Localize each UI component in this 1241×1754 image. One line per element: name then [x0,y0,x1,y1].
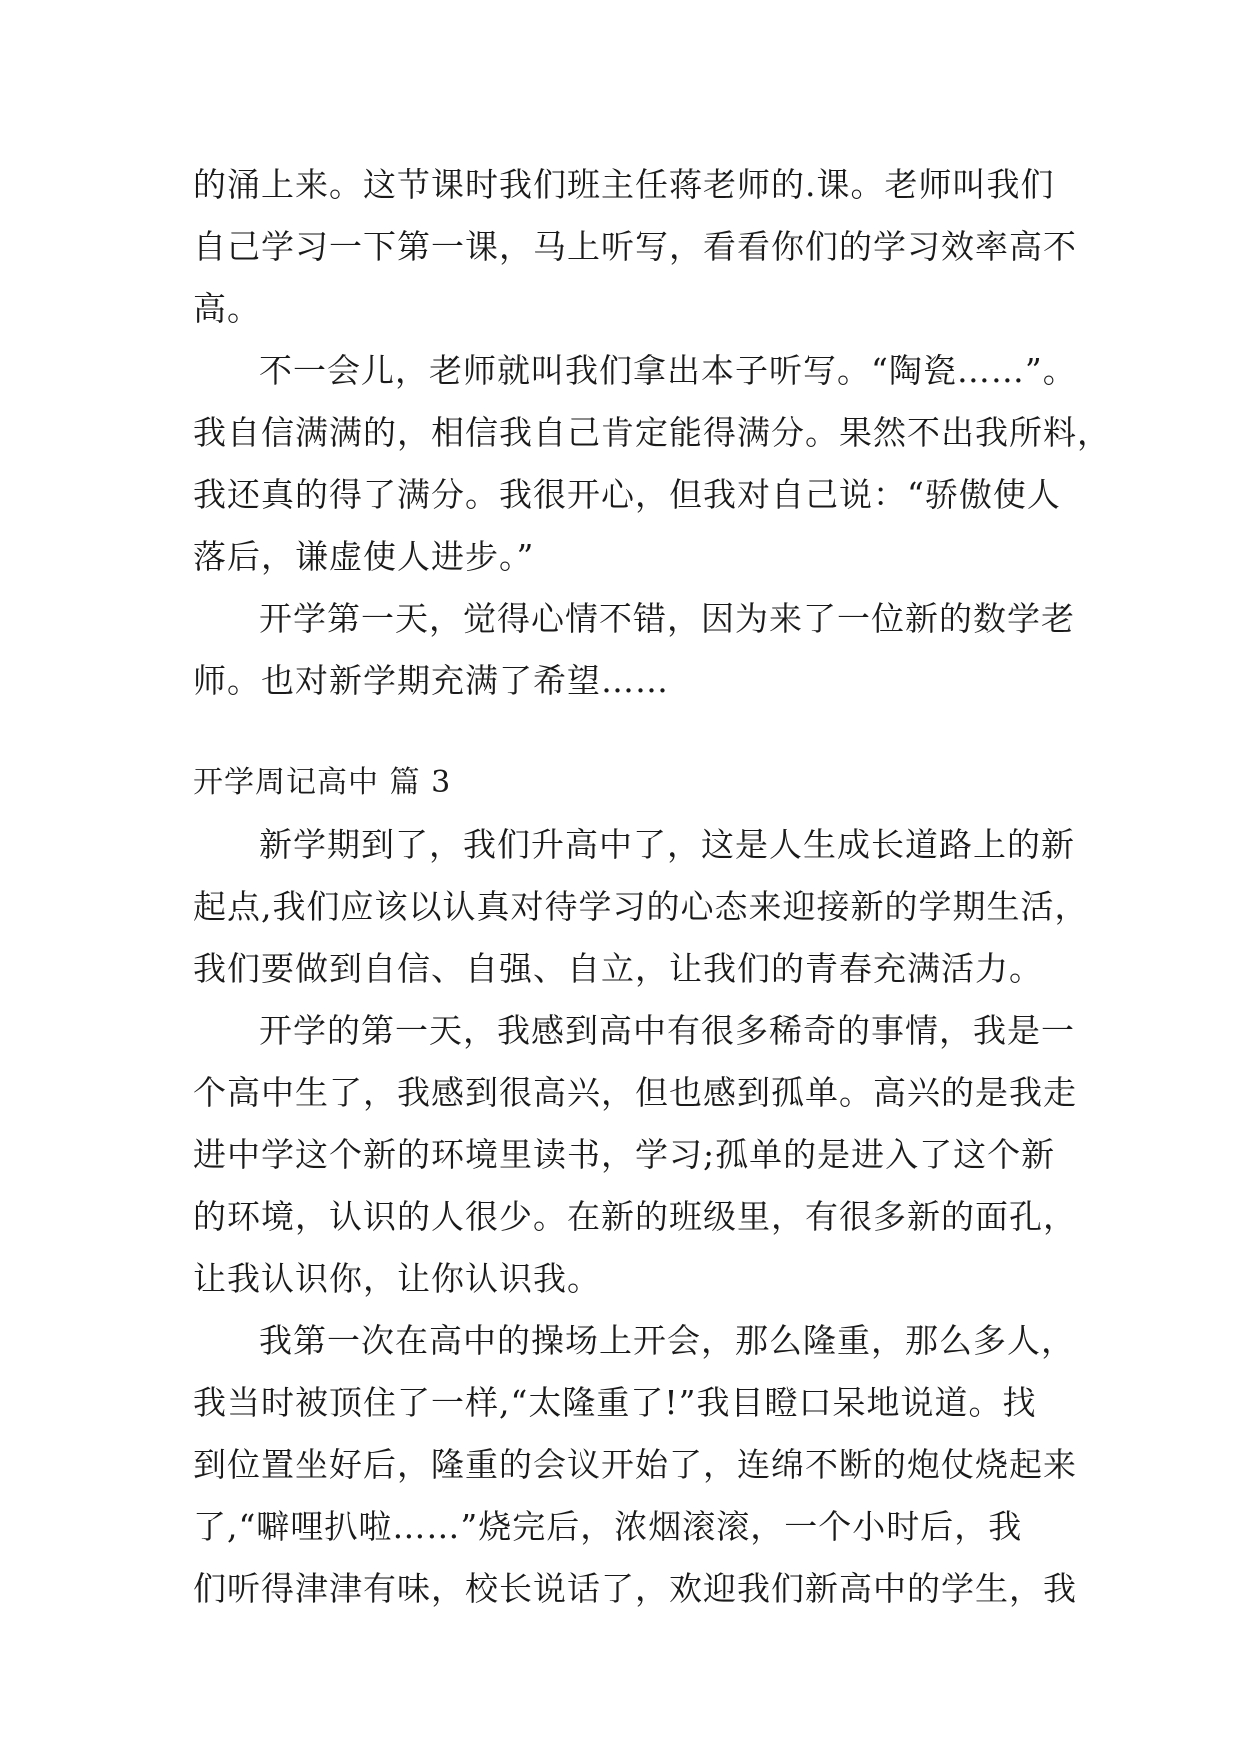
text-line: 开学的第一天，我感到高中有很多稀奇的事情，我是一 [259,1011,1075,1050]
text-line: 进中学这个新的环境里读书，学习;孤单的是进入了这个新 [193,1135,1056,1174]
text-line: 高。 [193,289,261,328]
text-line: 师。也对新学期充满了希望…… [193,661,669,700]
text-line: 个高中生了，我感到很高兴，但也感到孤单。高兴的是我走 [193,1073,1077,1112]
text-line: 们听得津津有味，校长说话了，欢迎我们新高中的学生，我 [193,1569,1077,1608]
text-line: 的涌上来。这节课时我们班主任蒋老师的.课。老师叫我们 [193,165,1055,204]
text-line: 了,“噼哩扒啦……”烧完后，浓烟滚滚，一个小时后，我 [193,1507,1023,1546]
text-line: 开学第一天，觉得心情不错，因为来了一位新的数学老 [259,599,1075,638]
text-line: 落后，谦虚使人进步。” [193,537,535,576]
text-line: 到位置坐好后，隆重的会议开始了，连绵不断的炮仗烧起来 [193,1445,1077,1484]
text-line: 我当时被顶住了一样,“太隆重了!”我目瞪口呆地说道。找 [193,1383,1037,1422]
text-line: 起点,我们应该以认真对待学习的心态来迎接新的学期生活， [193,887,1089,926]
text-line: 我还真的得了满分。我很开心，但我对自己说：“骄傲使人 [193,475,1061,514]
section-heading: 开学周记高中 篇 3 [193,765,452,800]
text-line: 让我认识你，让你认识我。 [193,1259,601,1298]
text-line: 的环境，认识的人很少。在新的班级里，有很多新的面孔， [193,1197,1077,1236]
text-line: 自己学习一下第一课，马上听写，看看你们的学习效率高不 [193,227,1077,266]
text-line: 不一会儿，老师就叫我们拿出本子听写。“陶瓷……”。 [259,351,1077,390]
text-line: 我自信满满的，相信我自己肯定能得满分。果然不出我所料， [193,413,1111,452]
text-line: 我们要做到自信、自强、自立，让我们的青春充满活力。 [193,949,1043,988]
text-line: 新学期到了，我们升高中了，这是人生成长道路上的新 [259,825,1075,864]
text-line: 我第一次在高中的操场上开会，那么隆重，那么多人， [259,1321,1075,1360]
